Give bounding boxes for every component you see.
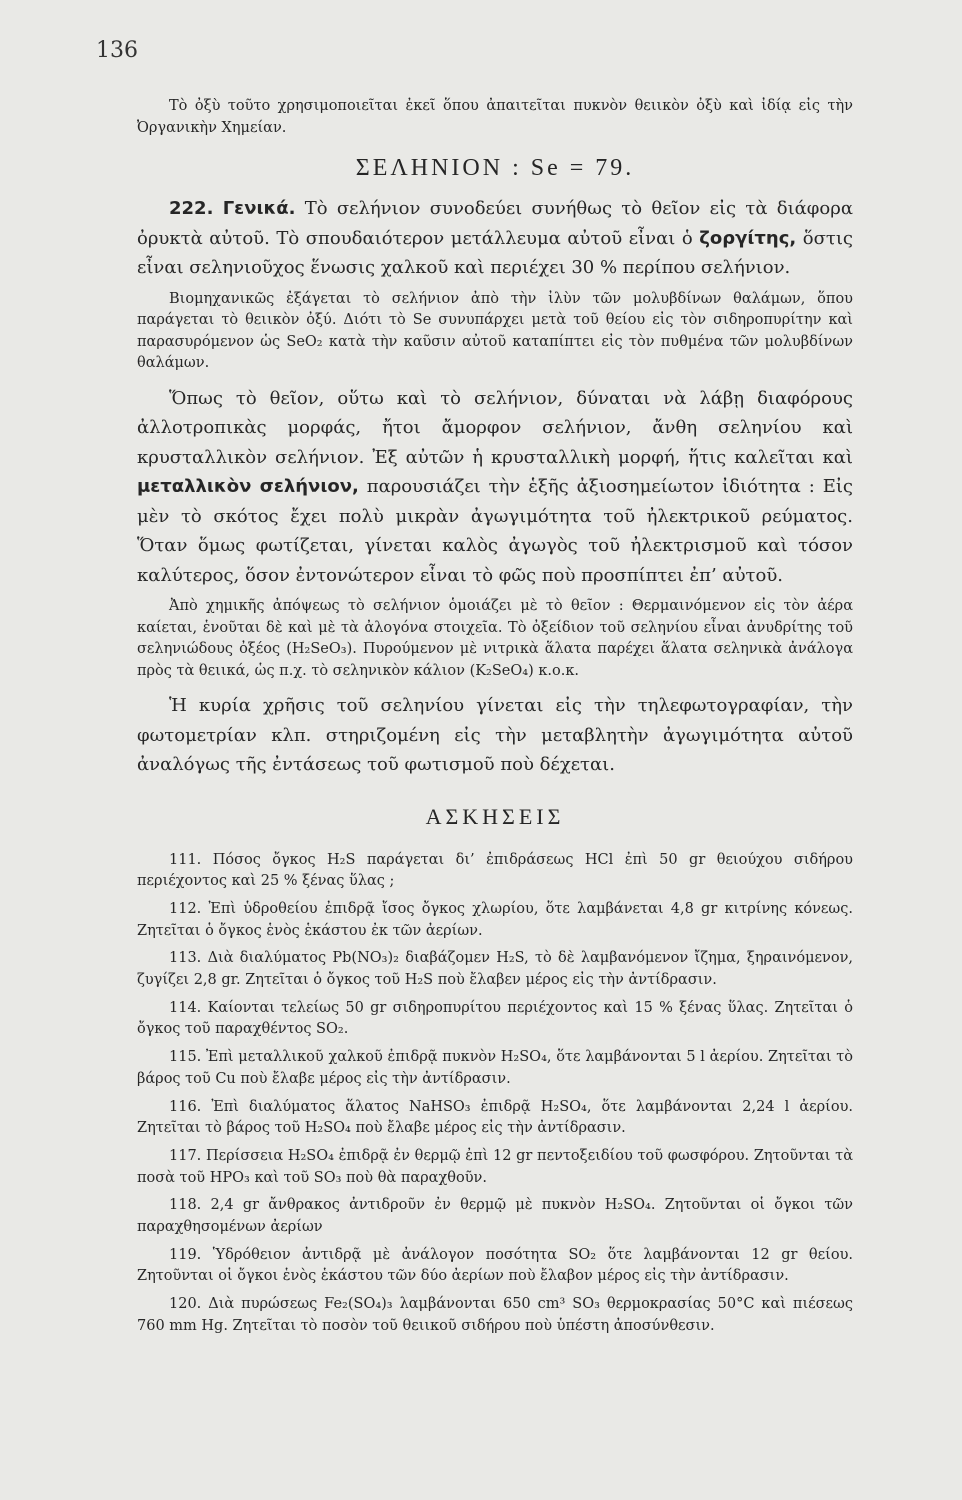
exercise-item: 117. Περίσσεια H₂SO₄ ἐπιδρᾷ ἐν θερμῷ ἐπὶ 12 gr πεντοξειδίου τοῦ φωσφόρου. Ζητοῦνται τὰ ποσὰ τοῦ HPO₃ καὶ τοῦ SO₃ ποὺ θὰ παραχθοῦν.	[137, 1147, 853, 1186]
forms-text-a: Ὅπως τὸ θεῖον, οὕτω καὶ τὸ σελήνιον, δύναται νὰ λάβῃ διαφόρους ἀλλοτροπικὰς μορφάς, ἤτοι ἄμορφον σελήνιον, ἄνθη σεληνίου καὶ κρυσταλλικὸν σελήνιον. Ἐξ αὐτῶν ἡ κρυσταλλικὴ μορφή, ἥτις καλεῖται καὶ	[137, 387, 853, 468]
exercise-item: 113. Διὰ διαλύματος Pb(NO₃)₂ διαβάζομεν H₂S, τὸ δὲ λαμβανόμενον ἴζημα, ξηραινόμενον, ζυγίζει 2,8 gr. Ζητεῖται ὁ ὄγκος τοῦ H₂S ποὺ ἔλαβεν μέρος εἰς τὴν ἀντίδρασιν.	[137, 950, 853, 989]
forms-paragraph	[137, 384, 853, 591]
section-number: 222.	[169, 198, 214, 219]
intro-paragraph: Τὸ ὀξὺ τοῦτο χρησιμοποιεῖται ἐκεῖ ὅπου ἀπαιτεῖται πυκνὸν θειικὸν ὀξὺ καὶ ἰδίᾳ εἰς τὴν Ὀργανικὴν Χημείαν.	[137, 98, 853, 136]
exercise-item: 120. Διὰ πυρώσεως Fe₂(SO₄)₃ λαμβάνονται 650 cm³ SO₃ θερμοκρασίας 50°C καὶ πιέσεως 760 mm Hg. Ζητεῖται τὸ ποσὸν τοῦ θειικοῦ σιδήρου ποὺ ὑπέστη ἀποσύνθεσιν.	[137, 1296, 853, 1334]
page-body	[137, 96, 853, 1344]
exercise-item: 118. 2,4 gr ἄνθρακος ἀντιδροῦν ἐν θερμῷ μὲ πυκνὸν H₂SO₄. Ζητοῦνται οἱ ὄγκοι τῶν παραχθησομένων ἀερίων	[137, 1197, 853, 1236]
mineral-name: ζοργίτης,	[699, 227, 797, 249]
exercises-title: ΑΣΚΗΣΕΙΣ	[425, 803, 565, 829]
section-title: ΣΕΛΗΝΙΟΝ : Se = 79.	[355, 155, 635, 181]
general-text-a: Τὸ σελήνιον συνοδεύει συνήθως τὸ θεῖον εἰς τὰ διάφορα ὀρυκτὰ αὐτοῦ. Τὸ σπουδαιότερον μετάλλευμα αὐτοῦ εἶναι ὁ	[137, 198, 853, 249]
exercise-list	[137, 850, 853, 1338]
exercise-item: 119. Ὑδρόθειον ἀντιδρᾷ μὲ ἀνάλογον ποσότητα SO₂ ὅτε λαμβάνονται 12 gr θείου. Ζητοῦνται οἱ ὄγκοι ἑνὸς ἑκάστου τῶν δύο ἀερίων ποὺ ἔλαβον μέρος εἰς τὴν ἀντίδρασιν.	[137, 1246, 853, 1285]
exercise-item: 115. Ἐπὶ μεταλλικοῦ χαλκοῦ ἐπιδρᾷ πυκνὸν H₂SO₄, ὅτε λαμβάνονται 5 l ἀερίου. Ζητεῖται τὸ βάρος τοῦ Cu ποὺ ἔλαβε μέρος εἰς τὴν ἀντίδρασιν.	[137, 1049, 853, 1087]
exercise-item: 111. Πόσος ὄγκος H₂S παράγεται δι’ ἐπιδράσεως HCl ἐπὶ 50 gr θειούχου σιδήρου περιέχοντος καὶ 25 % ξένας ὕλας ;	[137, 851, 853, 890]
metallic-selenium-term: μεταλλικὸν σελήνιον,	[137, 476, 359, 497]
forms-text-b: παρουσιάζει τὴν ἑξῆς ἀξιοσημείωτον ἰδιότητα : Εἰς μὲν τὸ σκότος ἔχει πολὺ μικρὰν ἀγωγιμότητα τοῦ ἠλεκτρικοῦ ρεύματος. Ὅταν ὅμως φωτίζεται, γίνεται καλὸς ἀγωγὸς τοῦ ἠλεκτρισμοῦ καὶ τόσον καλύτερος, ὅσον ἐντονώτερον εἶναι τὸ φῶς ποὺ προσπίπτει ἐπ’ αὐτοῦ.	[137, 476, 853, 586]
section-label: Γενικά.	[222, 198, 296, 219]
exercise-item: 114. Καίονται τελείως 50 gr σιδηροπυρίτου περιέχοντος καὶ 15 % ξένας ὕλας. Ζητεῖται ὁ ὄγκος τοῦ παραχθέντος SO₂.	[137, 999, 853, 1038]
exercise-item: 116. Ἐπὶ διαλύματος ἅλατος NaHSO₃ ἐπιδρᾷ H₂SO₄, ὅτε λαμβάνονται 2,24 l ἀερίου. Ζητεῖται τὸ βάρος τοῦ H₂SO₄ ποὺ ἔλαβε μέρος εἰς τὴν ἀντίδρασιν.	[137, 1098, 853, 1137]
usage-paragraph: Ἡ κυρία χρῆσις τοῦ σεληνίου γίνεται εἰς τὴν τηλεφωτογραφίαν, τὴν φωτομετρίαν κλπ. στηριζομένη εἰς τὴν μεταβλητὴν ἀγωγιμότητα αὐτοῦ ἀναλόγως τῆς ἐντάσεως τοῦ φωτισμοῦ ποὺ δέχεται.	[137, 695, 853, 775]
chemical-paragraph: Ἀπὸ χημικῆς ἀπόψεως τὸ σελήνιον ὁμοιάζει μὲ τὸ θεῖον : Θερμαινόμενον εἰς τὸν ἀέρα καίεται, ἑνοῦται δὲ καὶ μὲ τὰ ἀλογόνα στοιχεῖα. Τὸ ὀξείδιον τοῦ σεληνίου εἶναι ἀνυδρίτης τοῦ σεληνιώδους ὀξέος (H₂SeO₃). Πυρούμενον μὲ νιτρικὰ ἅλατα παρέχει ἅλατα σεληνικὰ ἀνάλογα πρὸς τὰ θειικά, ὡς π.χ. τὸ σεληνικὸν κάλιον (K₂SeO₄) κ.ο.κ.	[137, 598, 853, 679]
general-text-b: ὅστις εἶναι σεληνιοῦχος ἕνωσις χαλκοῦ καὶ περιέχει 30 % περίπου σελήνιον.	[137, 227, 853, 278]
industrial-paragraph: Βιομηχανικῶς ἐξάγεται τὸ σελήνιον ἀπὸ τὴν ἰλὺν τῶν μολυβδίνων θαλάμων, ὅπου παράγεται τὸ θειικὸν ὀξύ. Διότι τὸ Se συνυπάρχει μετὰ τοῦ θείου εἰς τὸν σιδηροπυρίτην καὶ παρασυρόμενον ὡς SeO₂ κατὰ τὴν καῦσιν αὐτοῦ καταπίπτει εἰς τὸν πυθμένα τῶν μολυβδίνων θαλάμων.	[137, 290, 853, 371]
exercise-item: 112. Ἐπὶ ὑδροθείου ἐπιδρᾷ ἴσος ὄγκος χλωρίου, ὅτε λαμβάνεται 4,8 gr κιτρίνης κόνεως. Ζητεῖται ὁ ὄγκος ἑνὸς ἑκάστου ἐκ τῶν ἀερίων.	[137, 900, 853, 939]
general-paragraph	[137, 194, 853, 283]
page-number: 136	[96, 38, 138, 63]
